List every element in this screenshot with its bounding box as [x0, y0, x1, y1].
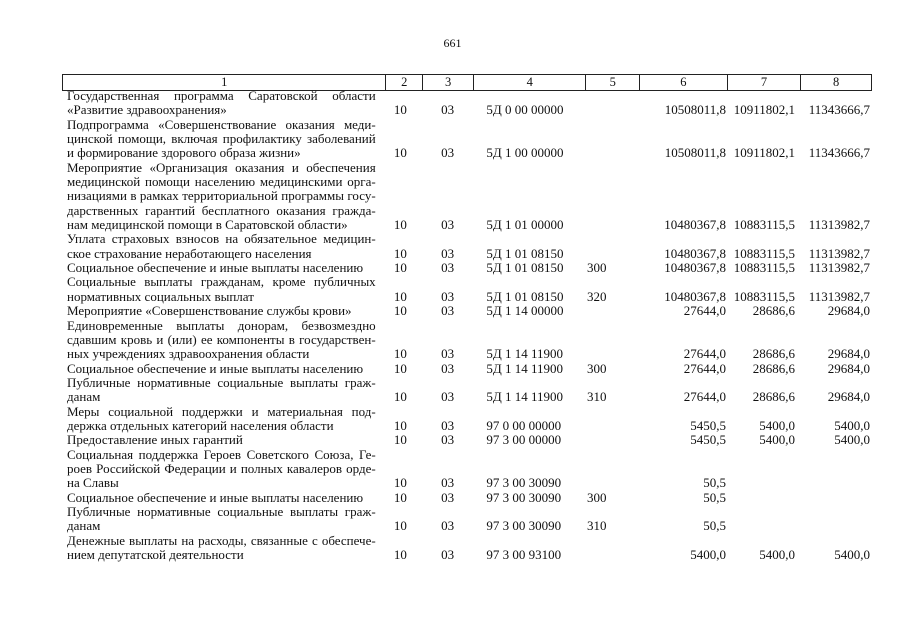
cell-col-3: 03	[441, 518, 455, 534]
table-row	[67, 161, 870, 233]
description-line: данам	[67, 389, 101, 405]
description-line: Социальное обеспечение и иные выплаты населению	[67, 489, 364, 505]
cell-col-3: 03	[441, 360, 455, 376]
cell-col-2: 10	[393, 389, 407, 405]
cell-col-7: 28686,6	[752, 389, 796, 405]
description-line: и формирование здорового образа жизни»	[67, 145, 301, 161]
description-line: дарственных гарантий бесплатного оказания гражда-	[67, 202, 376, 218]
cell-col-8: 29684,0	[827, 389, 870, 405]
cell-col-8: 29684,0	[827, 346, 870, 362]
cell-col-7: 10883115,5	[733, 217, 796, 233]
page-number: 661	[443, 36, 462, 50]
cell-col-4: 5Д 1 01 08150	[486, 260, 564, 276]
cell-col-2: 10	[393, 432, 407, 448]
row-description	[67, 405, 376, 434]
cell-col-8: 29684,0	[827, 303, 870, 319]
row-description	[67, 491, 376, 505]
cell-col-2: 10	[393, 547, 407, 562]
cell-col-2: 10	[393, 489, 407, 505]
description-line: ных учреждениях здравоохранения области	[67, 346, 310, 362]
description-line: низациями в рамках территориальной программы госу-	[67, 188, 376, 204]
cell-col-8: 11313982,7	[808, 288, 870, 304]
cell-col-4: 97 3 00 30090	[486, 475, 562, 491]
cell-col-7: 10883115,5	[733, 245, 796, 261]
cell-col-2: 10	[393, 417, 407, 433]
cell-col-6: 27644,0	[683, 360, 727, 376]
cell-col-8: 11313982,7	[808, 260, 870, 276]
description-line: цинской помощи, включая профилактику заболеваний	[67, 131, 376, 147]
cell-col-6: 10508011,8	[664, 102, 727, 118]
row-description	[67, 89, 376, 118]
cell-col-7: 5400,0	[759, 417, 796, 433]
row-description	[67, 304, 376, 318]
cell-col-2: 10	[393, 475, 407, 491]
cell-col-5: 310	[586, 389, 607, 405]
table-row	[67, 319, 870, 362]
cell-col-2: 10	[393, 360, 407, 376]
table-row	[67, 275, 870, 304]
cell-col-3: 03	[441, 260, 455, 276]
cell-col-6: 5450,5	[690, 432, 727, 448]
cell-col-8: 11343666,7	[808, 145, 870, 161]
cell-col-4: 97 3 00 30090	[486, 489, 562, 505]
cell-col-4: 5Д 1 01 08150	[486, 288, 564, 304]
cell-col-8: 29684,0	[827, 360, 870, 376]
cell-col-4: 97 3 00 30090	[486, 518, 562, 534]
cell-col-3: 03	[441, 547, 455, 562]
cell-col-4: 5Д 1 01 08150	[486, 245, 564, 261]
description-line: держка отдельных категорий населения области	[67, 417, 334, 433]
row-description	[67, 319, 376, 362]
description-line: нием депутатской деятельности	[67, 547, 244, 562]
cell-col-2: 10	[393, 217, 407, 233]
table-body	[67, 89, 870, 562]
cell-col-3: 03	[441, 475, 455, 491]
cell-col-4: 5Д 1 14 00000	[486, 303, 564, 319]
cell-col-3: 03	[441, 102, 455, 118]
description-line: Мероприятие «Организация оказания и обеспечения	[67, 159, 376, 175]
cell-col-6: 27644,0	[683, 346, 727, 362]
description-line: медицинской помощи населению медицинскими орга-	[67, 174, 376, 190]
cell-col-3: 03	[441, 303, 455, 319]
cell-col-6: 10480367,8	[664, 245, 727, 261]
description-line: нам медицинской помощи в Саратовской области»	[67, 217, 348, 233]
cell-col-5: 300	[586, 260, 607, 276]
description-line: данам	[67, 518, 101, 534]
cell-col-7: 10911802,1	[733, 145, 796, 161]
description-line: Меры социальной поддержки и материальная под-	[67, 403, 376, 419]
row-description	[67, 448, 376, 491]
cell-col-5: 300	[586, 489, 607, 505]
table-row	[67, 491, 870, 505]
cell-col-5: 310	[586, 518, 607, 534]
cell-col-8: 5400,0	[834, 547, 870, 562]
cell-col-7: 28686,6	[752, 360, 796, 376]
cell-col-4: 5Д 1 01 00000	[486, 217, 564, 233]
cell-col-2: 10	[393, 303, 407, 319]
description-line: «Развитие здравоохранения»	[67, 102, 227, 118]
row-description	[67, 161, 376, 233]
header-col-6: 6	[639, 75, 727, 90]
cell-col-6: 10480367,8	[664, 217, 727, 233]
cell-col-8: 11313982,7	[808, 245, 870, 261]
cell-col-3: 03	[441, 145, 455, 161]
table-row	[67, 405, 870, 434]
table-row	[67, 118, 870, 161]
row-description	[67, 232, 376, 261]
header-col-3: 3	[422, 75, 473, 90]
cell-col-4: 5Д 0 00 00000	[486, 102, 564, 118]
cell-col-6: 10480367,8	[664, 288, 727, 304]
description-line: Предоставление иных гарантий	[67, 432, 243, 448]
table-row	[67, 304, 870, 318]
header-col-8: 8	[800, 75, 871, 90]
description-line: на Славы	[67, 475, 119, 491]
cell-col-6: 27644,0	[683, 303, 727, 319]
cell-col-2: 10	[393, 145, 407, 161]
description-line: Денежные выплаты на расходы, связанные с обеспече-	[67, 532, 376, 548]
cell-col-7: 28686,6	[752, 346, 796, 362]
cell-col-8: 5400,0	[834, 432, 870, 448]
cell-col-8: 11313982,7	[808, 217, 870, 233]
description-line: Подпрограмма «Совершенствование оказания меди-	[67, 116, 376, 132]
cell-col-3: 03	[441, 346, 455, 362]
cell-col-7: 10911802,1	[733, 102, 796, 118]
cell-col-6: 10508011,8	[664, 145, 727, 161]
cell-col-6: 5400,0	[690, 547, 727, 562]
cell-col-5: 320	[586, 288, 607, 304]
cell-col-3: 03	[441, 245, 455, 261]
table-row	[67, 232, 870, 261]
cell-col-4: 97 3 00 00000	[486, 432, 562, 448]
row-description	[67, 376, 376, 405]
table-row	[67, 534, 870, 563]
table-row	[67, 89, 870, 118]
row-description	[67, 534, 376, 563]
description-line: Социальная поддержка Героев Советского Союза, Ге-	[67, 446, 376, 462]
cell-col-4: 5Д 1 14 11900	[486, 360, 563, 376]
cell-col-6: 50,5	[703, 518, 727, 534]
cell-col-4: 5Д 1 00 00000	[486, 145, 564, 161]
cell-col-7: 5400,0	[759, 432, 796, 448]
cell-col-4: 5Д 1 14 11900	[486, 346, 563, 362]
cell-col-2: 10	[393, 245, 407, 261]
cell-col-4: 5Д 1 14 11900	[486, 389, 563, 405]
description-line: Социальные выплаты гражданам, кроме публичных	[67, 274, 376, 290]
description-line: Единовременные выплаты донорам, безвозмездно	[67, 317, 376, 333]
cell-col-4: 97 3 00 93100	[486, 547, 562, 562]
header-col-5: 5	[585, 75, 639, 90]
description-line: роев Российской Федерации и полных кавалеров орде-	[67, 460, 376, 476]
cell-col-8: 5400,0	[834, 417, 870, 433]
cell-col-6: 50,5	[703, 489, 727, 505]
description-line: Публичные нормативные социальные выплаты граж-	[67, 374, 376, 390]
cell-col-3: 03	[441, 217, 455, 233]
cell-col-3: 03	[441, 417, 455, 433]
cell-col-4: 97 0 00 00000	[486, 417, 562, 433]
header-col-2: 2	[385, 75, 422, 90]
description-line: Уплата страховых взносов на обязательное медицин-	[67, 231, 376, 247]
description-line: ское страхование неработающего населения	[67, 245, 312, 261]
cell-col-3: 03	[441, 432, 455, 448]
cell-col-6: 10480367,8	[664, 260, 727, 276]
row-description	[67, 261, 376, 275]
table-row	[67, 433, 870, 447]
row-description	[67, 362, 376, 376]
description-line: Социальное обеспечение и иные выплаты населению	[67, 260, 364, 276]
cell-col-3: 03	[441, 389, 455, 405]
cell-col-2: 10	[393, 518, 407, 534]
cell-col-3: 03	[441, 489, 455, 505]
cell-col-7: 5400,0	[759, 547, 796, 562]
description-line: Социальное обеспечение и иные выплаты населению	[67, 360, 364, 376]
cell-col-3: 03	[441, 288, 455, 304]
header-col-4: 4	[473, 75, 585, 90]
table-row	[67, 362, 870, 376]
row-description	[67, 505, 376, 534]
header-col-1: 1	[221, 75, 228, 89]
cell-col-6: 27644,0	[683, 389, 727, 405]
cell-col-2: 10	[393, 260, 407, 276]
table-row	[67, 261, 870, 275]
cell-col-7: 10883115,5	[733, 260, 796, 276]
cell-col-8: 11343666,7	[808, 102, 870, 118]
cell-col-2: 10	[393, 346, 407, 362]
cell-col-7: 28686,6	[752, 303, 796, 319]
cell-col-6: 5450,5	[690, 417, 727, 433]
description-line: нормативных социальных выплат	[67, 288, 254, 304]
cell-col-7: 10883115,5	[733, 288, 796, 304]
description-line: Мероприятие «Совершенствование службы крови»	[67, 303, 352, 319]
header-col-7: 7	[727, 75, 801, 90]
cell-col-2: 10	[393, 102, 407, 118]
row-description	[67, 433, 376, 447]
description-line: сдавшим кровь и (или) ее компоненты в государствен-	[67, 331, 376, 347]
cell-col-6: 50,5	[703, 475, 727, 491]
table-row	[67, 376, 870, 405]
table-row	[67, 448, 870, 491]
cell-col-5: 300	[586, 360, 607, 376]
description-line: Публичные нормативные социальные выплаты граж-	[67, 503, 376, 519]
cell-col-2: 10	[393, 288, 407, 304]
row-description	[67, 275, 376, 304]
description-line: Государственная программа Саратовской области	[67, 88, 376, 103]
row-description	[67, 118, 376, 161]
table-row	[67, 505, 870, 534]
